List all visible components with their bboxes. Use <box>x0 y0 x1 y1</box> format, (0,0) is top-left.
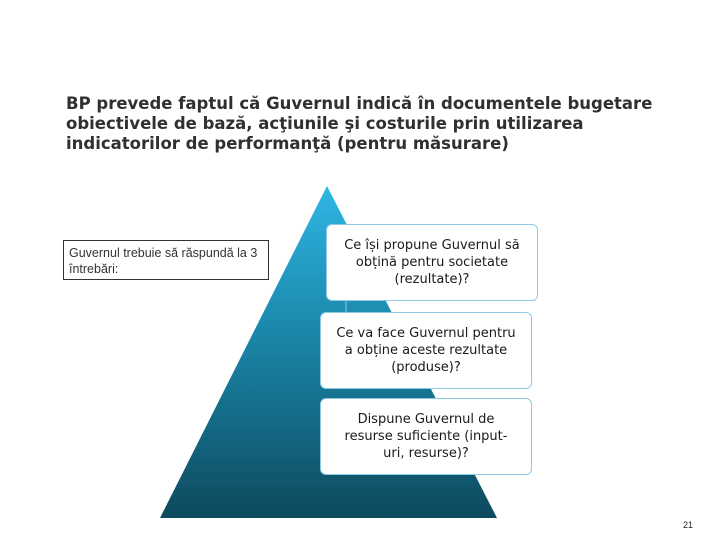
title-line: obiectivele de bază, acţiunile şi costurile prin utilizarea <box>66 114 584 133</box>
question-callout-outputs <box>320 312 532 389</box>
questions-note-box <box>63 240 269 280</box>
page-number: 21 <box>682 520 693 530</box>
callout-line: Ce va face Guvernul pentru <box>336 326 516 341</box>
callout-line: resurse suficiente (input- <box>344 429 508 444</box>
callout-line: uri, resurse)? <box>383 446 469 461</box>
callout-line: Ce își propune Guvernul să <box>344 238 520 253</box>
question-callout-inputs <box>320 398 532 475</box>
callout-line: obțină pentru societate <box>355 255 509 270</box>
title-line: BP prevede faptul că Guvernul indică în documentele bugetare <box>66 94 653 113</box>
callout-line: (produse)? <box>391 360 461 375</box>
questions-note-text: Guvernul trebuie să răspundă la 3 întrebări: <box>69 246 258 276</box>
callout-line: (rezultate)? <box>394 272 470 287</box>
question-callout-outcomes <box>326 224 538 301</box>
title-line: indicatorilor de performanţă (pentru măsurare) <box>66 134 509 153</box>
callout-line: a obține aceste rezultate <box>344 343 508 358</box>
callout-line: Dispune Guvernul de <box>357 412 495 427</box>
